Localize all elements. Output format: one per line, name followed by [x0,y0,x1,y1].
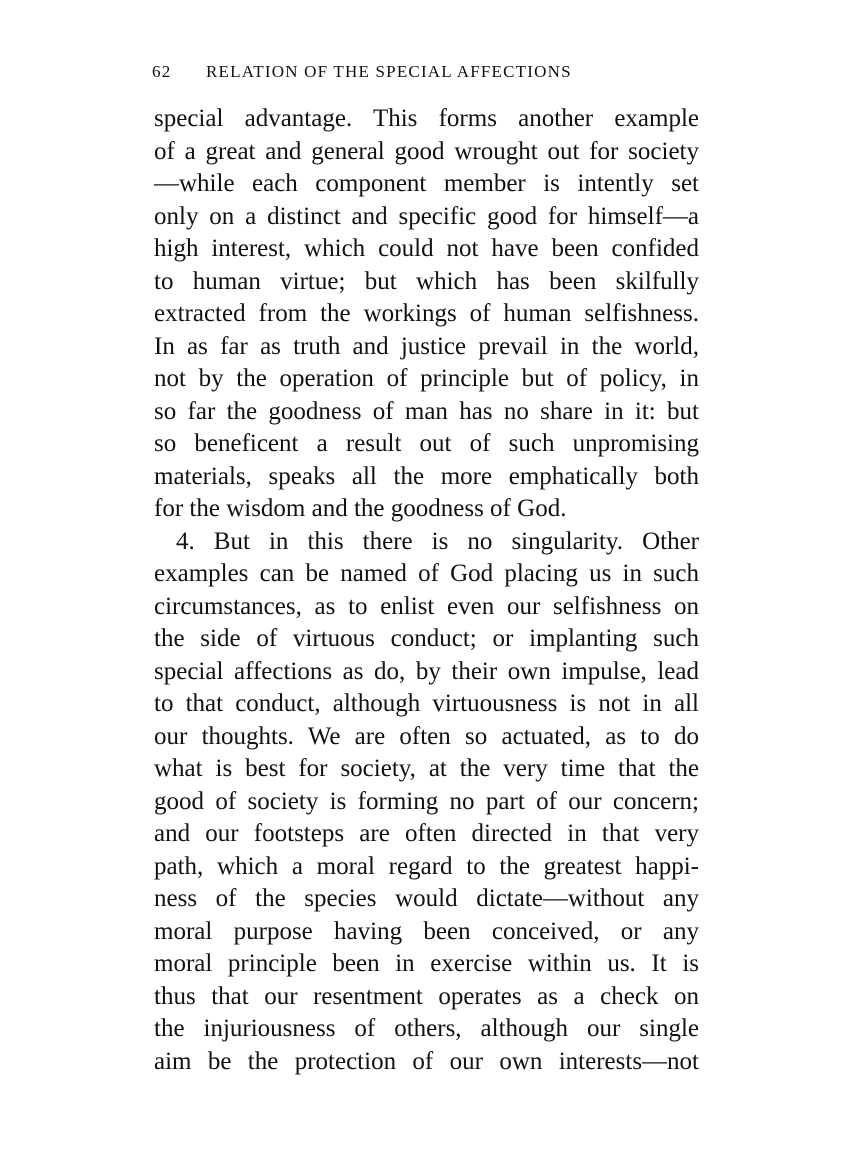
text-line: ness of the species would dictate—without any [154,885,699,912]
text-line: what is best for society, at the very time that the [154,755,699,782]
running-title: RELATION OF THE SPECIAL AFFECTIONS [206,62,572,81]
text-line: and our footsteps are often directed in that very [154,820,699,847]
text-line: path, which a moral regard to the greatest happi- [154,852,699,880]
text-line: circumstances, as to enlist even our selfishness on [154,592,699,620]
text-line: the side of virtuous conduct; or implanting such [154,625,699,652]
text-line: only on a distinct and specific good for himself—a [154,202,699,230]
text-line: to that conduct, although virtuousness is not in all [154,690,699,717]
text-line: special affections as do, by their own impulse, lead [154,657,699,685]
text-line: materials, speaks all the more emphatically both [154,462,699,490]
text-line: moral principle been in exercise within us. It is [154,950,699,977]
text-line: high interest, which could not have been confided [154,235,699,262]
text-line: examples can be named of God placing us in such [154,560,699,587]
text-line: the injuriousness of others, although our single [154,1015,699,1042]
running-head [152,62,702,88]
text-line: thus that our resentment operates as a check on [154,982,699,1010]
text-line: In as far as truth and justice prevail in the world, [154,332,699,360]
text-line: special advantage. This forms another example [154,105,699,132]
text-line: of a great and general good wrought out for society [154,137,699,165]
text-line: —while each component member is intently set [154,170,699,197]
paragraph-start-line: 4. But in this there is no singularity. Other [176,527,699,555]
text-line: good of society is forming no part of our concern; [154,787,699,815]
text-line: so far the goodness of man has no share in it: but [154,397,699,425]
body-text [154,103,699,1078]
text-line: not by the operation of principle but of policy, in [154,365,699,392]
text-line: aim be the protection of our own interests—not [154,1047,699,1075]
paragraph-end-line: for the wisdom and the goodness of God. [154,495,567,522]
text-line: so beneficent a result out of such unpromising [154,430,699,457]
text-line: extracted from the workings of human selfishness. [154,300,699,327]
text-line: to human virtue; but which has been skilfully [154,267,699,295]
text-line: moral purpose having been conceived, or any [154,917,699,945]
page-number: 62 [152,62,172,81]
text-line: our thoughts. We are often so actuated, as to do [154,722,699,750]
